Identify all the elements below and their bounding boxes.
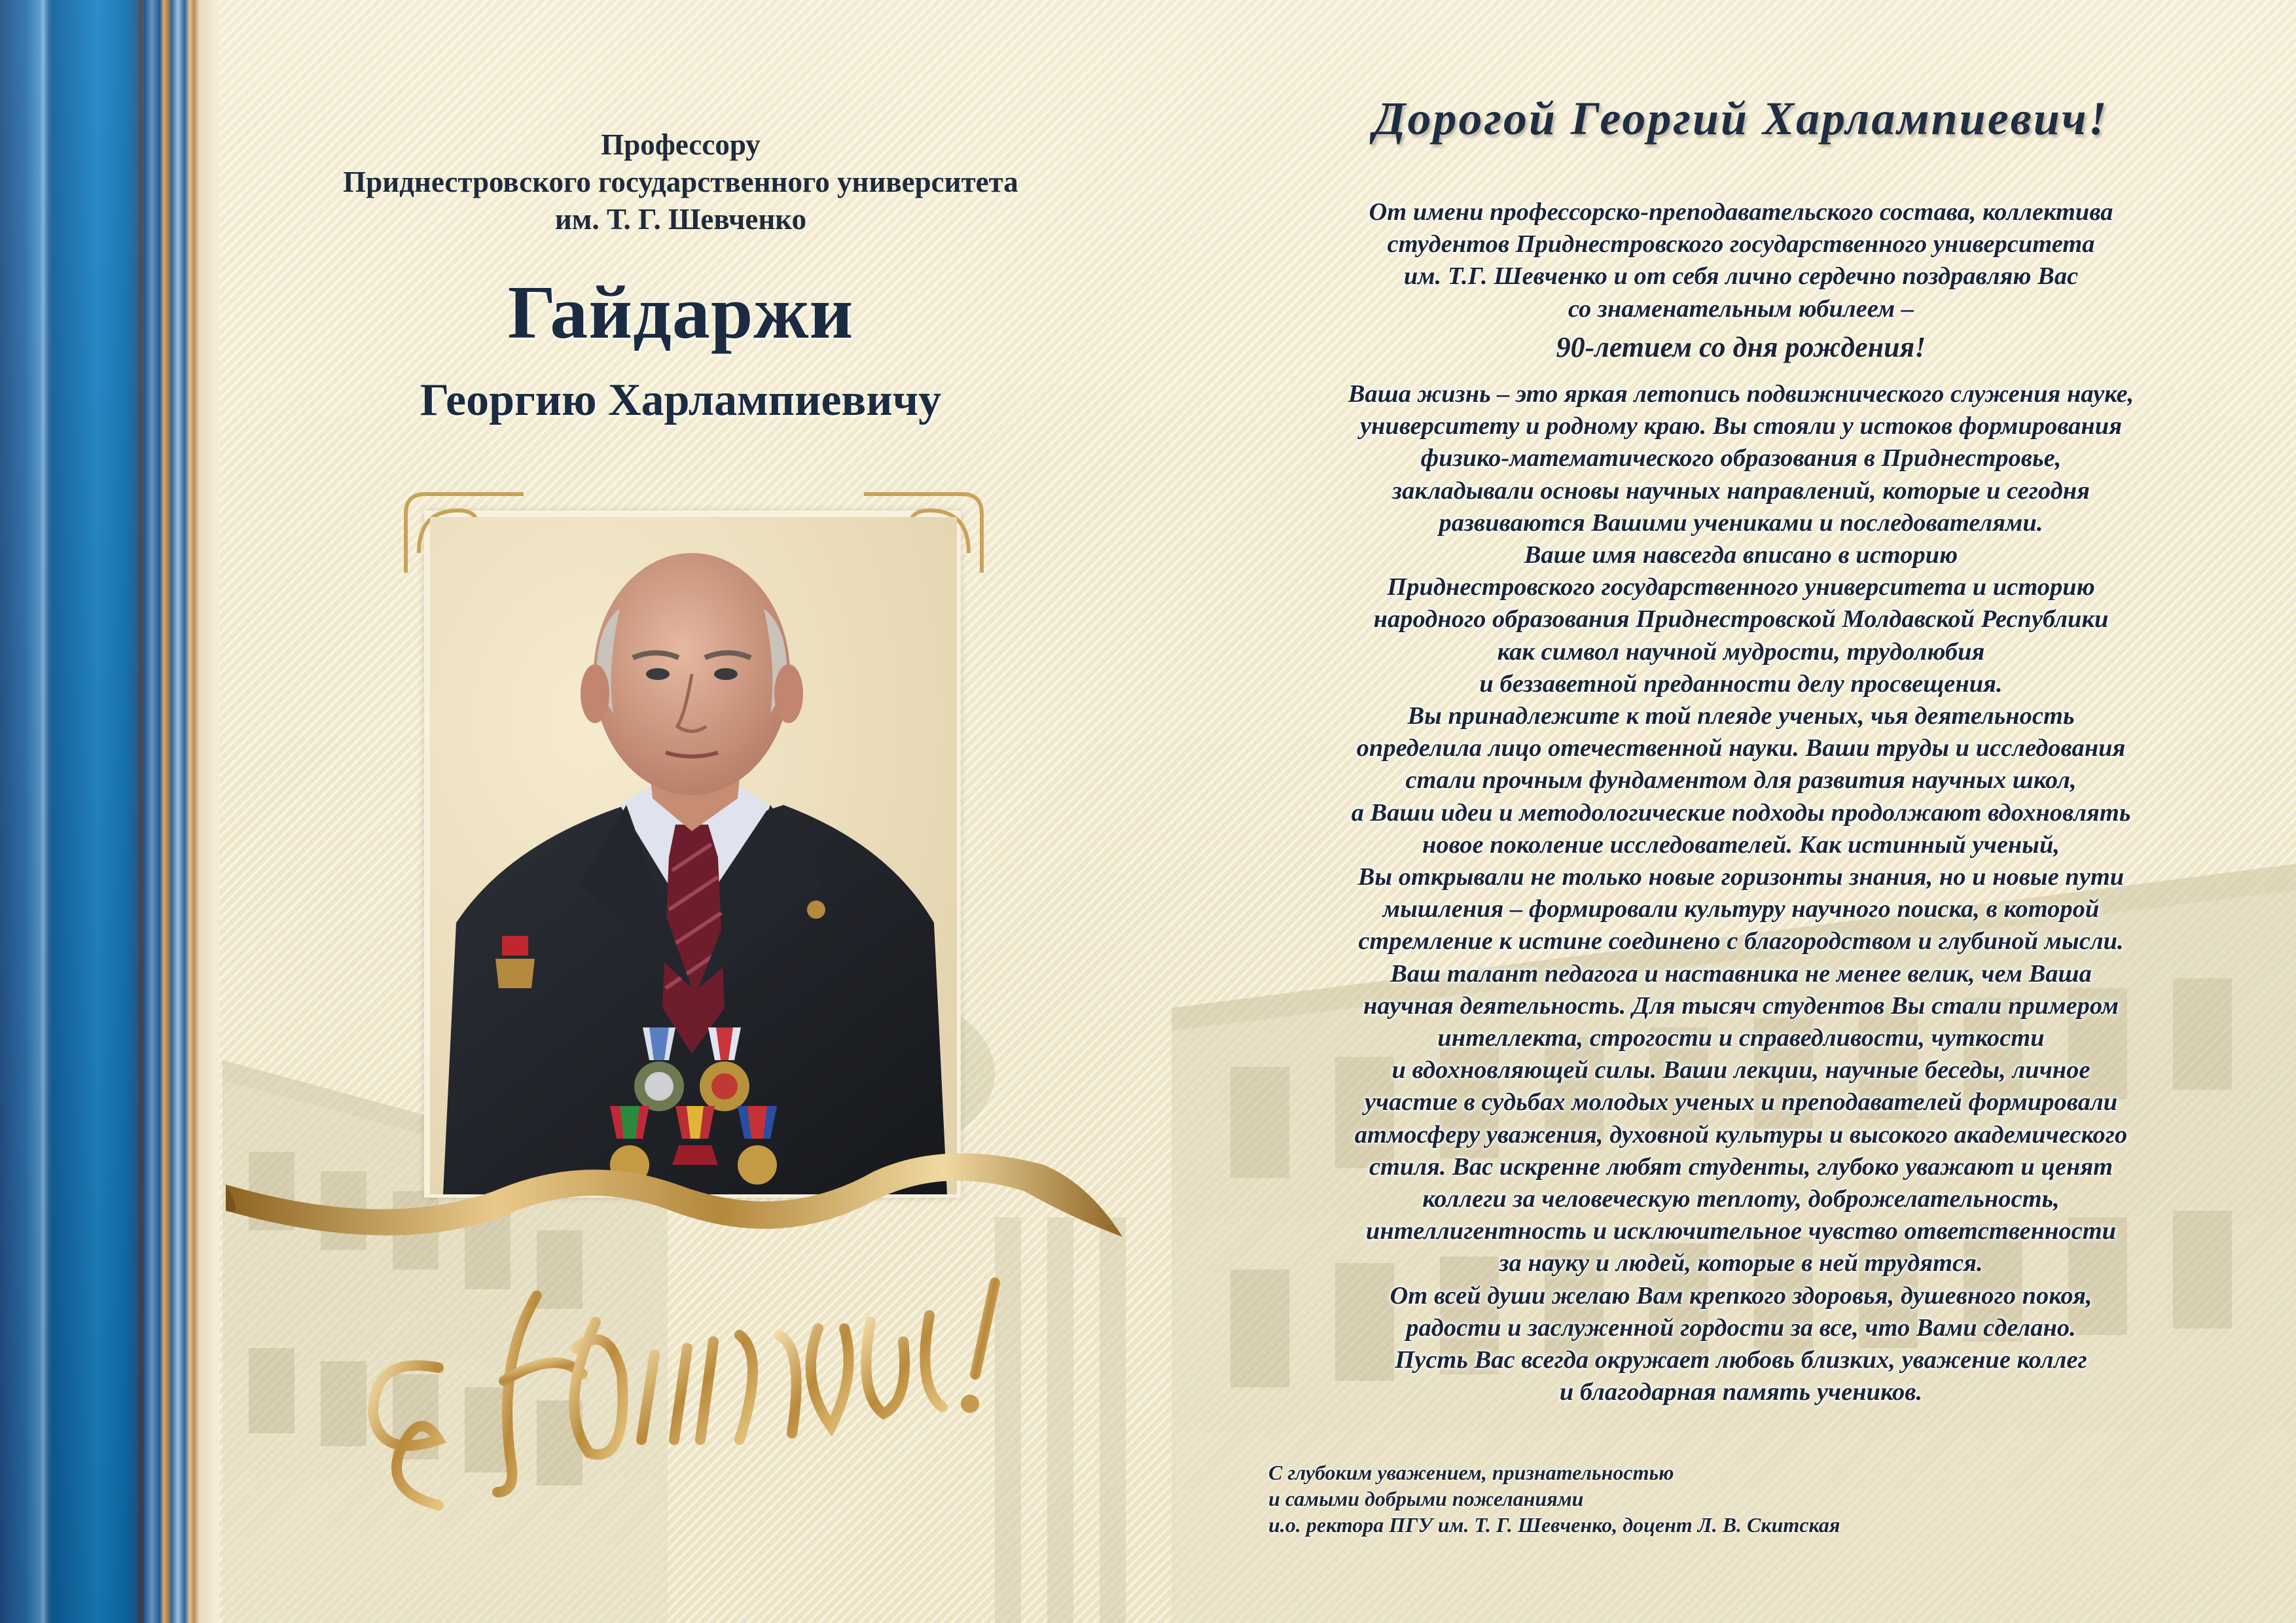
header-line-1: Профессору [601, 128, 761, 161]
letter-body: Ваша жизнь – это яркая летопись подвижнического служения науке, университету и родному краю. Вы стояли у истоков формирования физико-математического образования в Приднестровье, закладывали основы научных направлений, которые и сегодня развиваются Вашими учениками и последователями. Ваше имя навсегда вписано в историю Приднестровского государственного университета и историю народного образования Приднестровской Молдавской Республики как символ научной мудрости, трудолюбия и беззаветной преданности делу просвещения. Вы принадлежите к той плеяде ученых, чья деятельность определила лицо отечественной науки. Ваши труды и исследования стали прочным фундаментом для развития научных школ, а Ваши идеи и методологические подходы продолжают вдохновлять новое поколение исследователей. Как истинный ученый, Вы открывали не только новые горизонты знания, но и новые пути мышления – формировали культуру научного поиска, в которой стремление к истине соединено с благородством и глубиной мысли. Ваш талант педагога и наставника не менее велик, чем Ваша научная деятельность. Для тысяч студентов Вы стали примером интеллекта, строгости и справедливости, чуткости и вдохновляющей силы. Ваши лекции, научные беседы, личное участие в судьбах молодых ученых и преподавателей формировали атмосферу уважения, духовной культуры и высокого академического стиля. Вас искренне любят студенты, глубоко уважают и ценят коллеги за человеческую теплоту, доброжелательность, интеллигентность и исключительное чувство ответственности за науку и людей, которые в ней трудятся. От всей души желаю Вам крепкого здоровья, душевного покоя, радости и заслуженной гордости за все, что Вами сделано. Пусть Вас всегда окружает любовь близких, уважение коллег и благодарная память учеников. [1348, 380, 2134, 1406]
signature-line-3: и.о. ректора ПГУ им. Т. Г. Шевченко, доцент Л. В. Скитская [1268, 1513, 1840, 1537]
s-yubileem-script [347, 1243, 1100, 1518]
header-line-2: Приднестровского государственного университета [343, 166, 1018, 198]
left-blue-ribbon [0, 0, 219, 1623]
honoree-given-name: Георгию Харлампиевичу [420, 375, 942, 425]
letter-intro: От имени профессорско-преподавательского состава, коллектива студентов Приднестровского государственного университета им. Т.Г. Шевченко и от себя лично сердечно поздравляю Вас со знаменательным юбилеем – [1369, 198, 2113, 323]
signature-line-2: и самыми добрыми пожеланиями [1268, 1487, 1584, 1510]
honoree-portrait [430, 517, 957, 1194]
signature-block [1268, 1459, 2185, 1538]
header-line-3: им. Т. Г. Шевченко [554, 203, 807, 236]
signature-line-1: С глубоким уважением, признательностью [1268, 1461, 1674, 1484]
letter-section [1230, 0, 2251, 1623]
honoree-surname: Гайдаржи [507, 271, 854, 355]
letter-greeting: Дорогой Георгий Харлампиевич! [1373, 92, 2109, 145]
letter-anniversary: 90-летием со дня рождения! [1556, 331, 1926, 363]
